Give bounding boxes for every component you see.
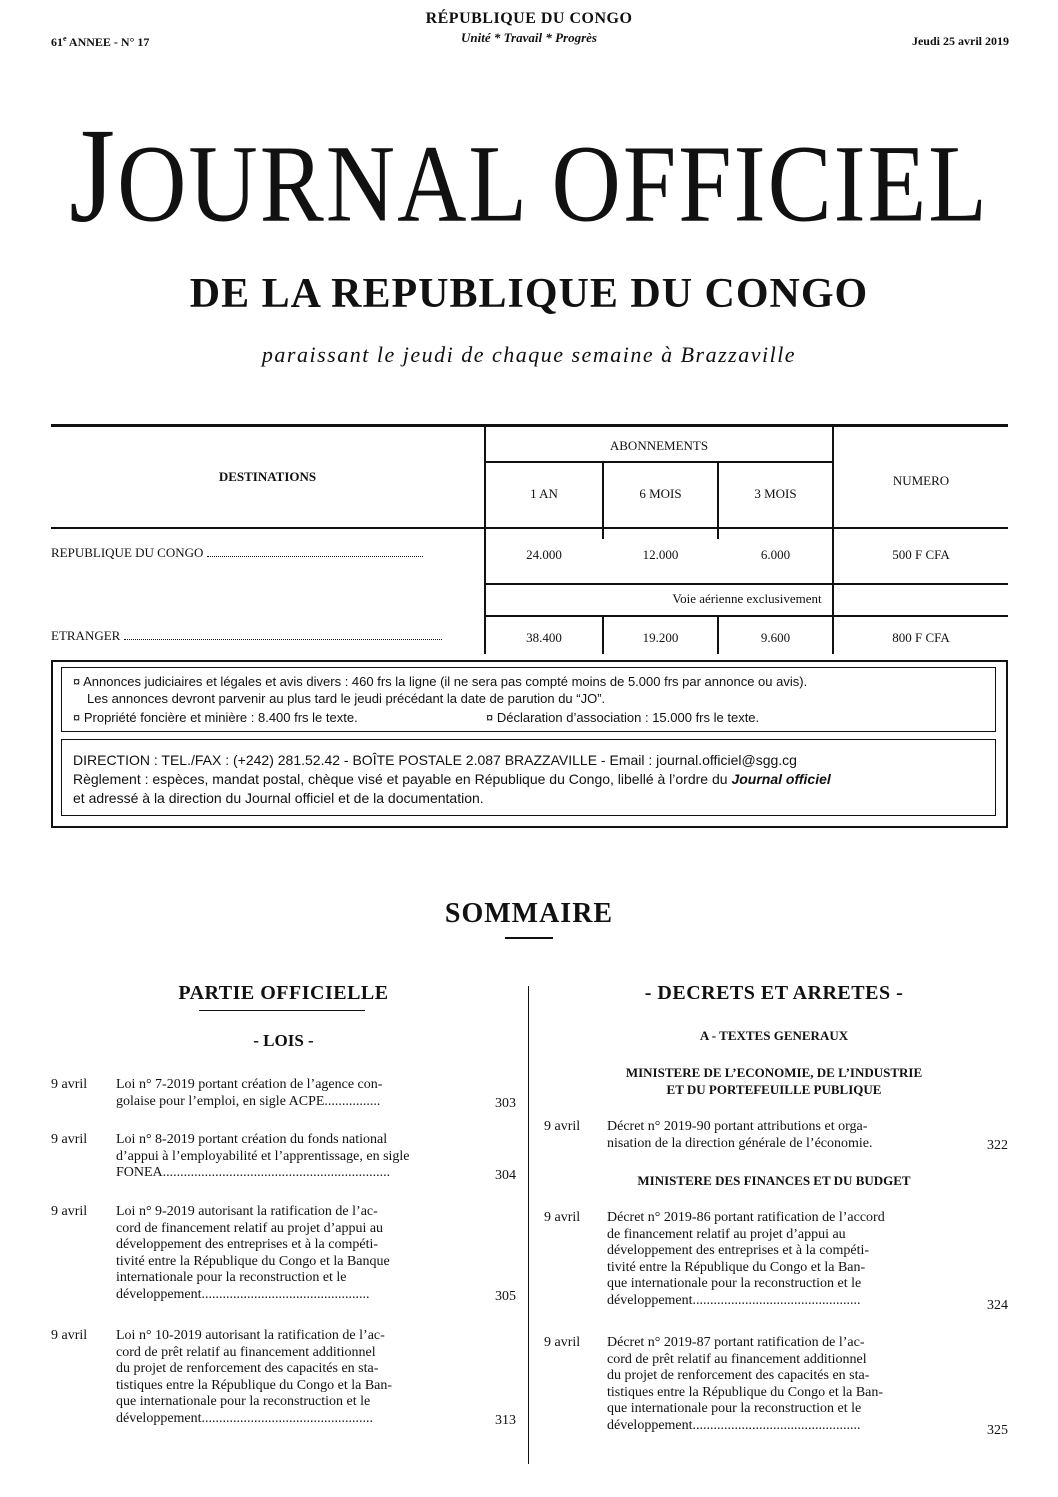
entry-date: 9 avril xyxy=(51,1328,88,1343)
entry-text: Décret n° 2019-86 portant ratification de l’accord de financement relatif au projet d’appui au développement des entreprises et à la compéti- tivité entre la République du Congo et la Ban- que internationale pour la reconstruction et le développement................................................ xyxy=(607,1210,885,1308)
table-top-rule xyxy=(51,424,1008,427)
sommaire-rule xyxy=(505,937,553,939)
etranger-1-an: 38.400 xyxy=(526,630,562,645)
journal-title: JOURNAL OFFICIEL xyxy=(69,99,989,251)
table-rule xyxy=(51,527,1008,529)
partie-officielle-heading: PARTIE OFFICIELLE xyxy=(178,982,389,1004)
ministry-economie-heading: MINISTERE DE L’ECONOMIE, DE L’INDUSTRIE ET DU PORTEFEUILLE PUBLIQUE xyxy=(625,1065,923,1097)
entry-date: 9 avril xyxy=(544,1210,581,1225)
entry-date: 9 avril xyxy=(544,1119,581,1134)
entry-date: 9 avril xyxy=(51,1204,88,1219)
period-6-mois: 6 MOIS xyxy=(639,486,682,501)
entry-date: 9 avril xyxy=(51,1077,88,1092)
entry-text: Décret n° 2019-87 portant ratification de l’ac- cord de prêt relatif au financement additionnel du projet de renforcement des capacités en sta- tistiques entre la République du Congo et la Ban- que internationale pour la reconstruction et le développement................................................ xyxy=(607,1335,884,1433)
toc-entry xyxy=(544,1210,1008,1316)
entry-page: 305 xyxy=(495,1289,516,1304)
toc-entry xyxy=(51,1204,516,1310)
row-congo-label: REPUBLIQUE DU CONGO xyxy=(51,545,423,561)
sommaire-title: SOMMAIRE xyxy=(444,898,614,929)
notice-line-1: ¤ Annonces judiciaires et légales et avis divers : 460 frs la ligne (il ne sera pas compté moins de 5.000 frs par annonce ou avis). xyxy=(73,674,808,689)
entry-date: 9 avril xyxy=(51,1132,88,1147)
entry-date: 9 avril xyxy=(544,1335,581,1350)
etranger-numero: 800 F CFA xyxy=(892,630,950,645)
journal-tagline: paraissant le jeudi de chaque semaine à Brazzaville xyxy=(261,342,797,367)
entry-page: 322 xyxy=(987,1138,1008,1153)
ministry-finances-heading: MINISTERE DES FINANCES ET DU BUDGET xyxy=(637,1173,911,1188)
numero-header: NUMERO xyxy=(892,473,950,488)
lois-heading: - LOIS - xyxy=(253,1031,314,1050)
entry-text: Loi n° 7-2019 portant création de l’agence con- golaise pour l’emploi, en sigle ACPE................ xyxy=(116,1077,383,1109)
toc-entry xyxy=(544,1335,1008,1441)
entry-page: 313 xyxy=(495,1413,516,1428)
congo-numero: 500 F CFA xyxy=(892,547,950,562)
abonnements-header: ABONNEMENTS xyxy=(609,438,709,453)
table-rule xyxy=(484,583,1008,585)
header-center xyxy=(0,10,1058,46)
textes-generaux-heading: A - TEXTES GENERAUX xyxy=(699,1028,849,1043)
air-note: Voie aérienne exclusivement xyxy=(672,591,822,606)
table-rule xyxy=(484,461,834,463)
congo-3-mois: 6.000 xyxy=(760,547,791,562)
decrets-heading: - DECRETS ET ARRETES - xyxy=(644,982,904,1004)
direction-line-3: et adressé à la direction du Journal officiel et de la documentation. xyxy=(73,790,484,806)
toc-entry xyxy=(51,1132,516,1188)
congo-6-mois: 12.000 xyxy=(642,547,679,562)
entry-page: 325 xyxy=(987,1423,1008,1438)
etranger-6-mois: 19.200 xyxy=(642,630,679,645)
toc-entry xyxy=(51,1077,516,1117)
republic-name: RÉPUBLIQUE DU CONGO xyxy=(425,10,633,27)
partie-rule xyxy=(199,1010,365,1011)
column-separator xyxy=(528,986,529,1464)
entry-text: Loi n° 10-2019 autorisant la ratification de l’ac- cord de prêt relatif au financement additionnel du projet de renforcement des capacités en sta- tistiques entre la République du Congo et la Ban- que internationale pour la reconstruction et le développement................................................. xyxy=(116,1328,393,1426)
destinations-header: DESTINATIONS xyxy=(218,469,317,484)
notice-line-3a: ¤ Propriété foncière et minière : 8.400 frs le texte. xyxy=(73,710,358,725)
etranger-3-mois: 9.600 xyxy=(760,630,791,645)
entry-text: Loi n° 8-2019 portant création du fonds national d’appui à l’employabilité et l’apprentissage, en sigle FONEA................................................................. xyxy=(116,1132,410,1180)
direction-line-2: Règlement : espèces, mandat postal, chèque visé et payable en République du Congo, libellé à l’ordre du Journal officiel xyxy=(73,771,831,787)
direction-line-1: DIRECTION : TEL./FAX : (+242) 281.52.42 - BOÎTE POSTALE 2.087 BRAZZAVILLE - Email : journal.officiel@sgg.cg xyxy=(73,752,797,768)
toc-entry xyxy=(544,1119,1008,1159)
notice-line-3b: ¤ Déclaration d’association : 15.000 frs le texte. xyxy=(486,710,760,725)
journal-subtitle: DE LA REPUBLIQUE DU CONGO xyxy=(189,271,869,317)
issue-number: 61e ANNEE - N° 17 xyxy=(51,34,150,49)
entry-text: Décret n° 2019-90 portant attributions et orga- nisation de la direction générale de l’économie. xyxy=(607,1119,873,1151)
congo-1-an: 24.000 xyxy=(526,547,562,562)
toc-entry xyxy=(51,1328,516,1434)
period-1-an: 1 AN xyxy=(530,486,558,501)
entry-page: 324 xyxy=(987,1298,1008,1313)
entry-page: 303 xyxy=(495,1096,516,1111)
motto: Unité * Travail * Progrès xyxy=(460,30,597,45)
table-rule xyxy=(484,615,1008,617)
issue-date: Jeudi 25 avril 2019 xyxy=(911,34,1009,48)
notice-line-2: Les annonces devront parvenir au plus tard le jeudi précédant la date de parution du “JO”. xyxy=(87,691,606,706)
entry-text: Loi n° 9-2019 autorisant la ratification de l’ac- cord de financement relatif au projet d’appui au développement des entreprises et à la compéti- tivité entre la République du Congo et la Banque internationale pour la reconstruction et le développement................................................ xyxy=(116,1204,390,1302)
row-etranger-label: ETRANGER xyxy=(51,628,442,644)
entry-page: 304 xyxy=(495,1168,516,1183)
period-3-mois: 3 MOIS xyxy=(754,486,797,501)
